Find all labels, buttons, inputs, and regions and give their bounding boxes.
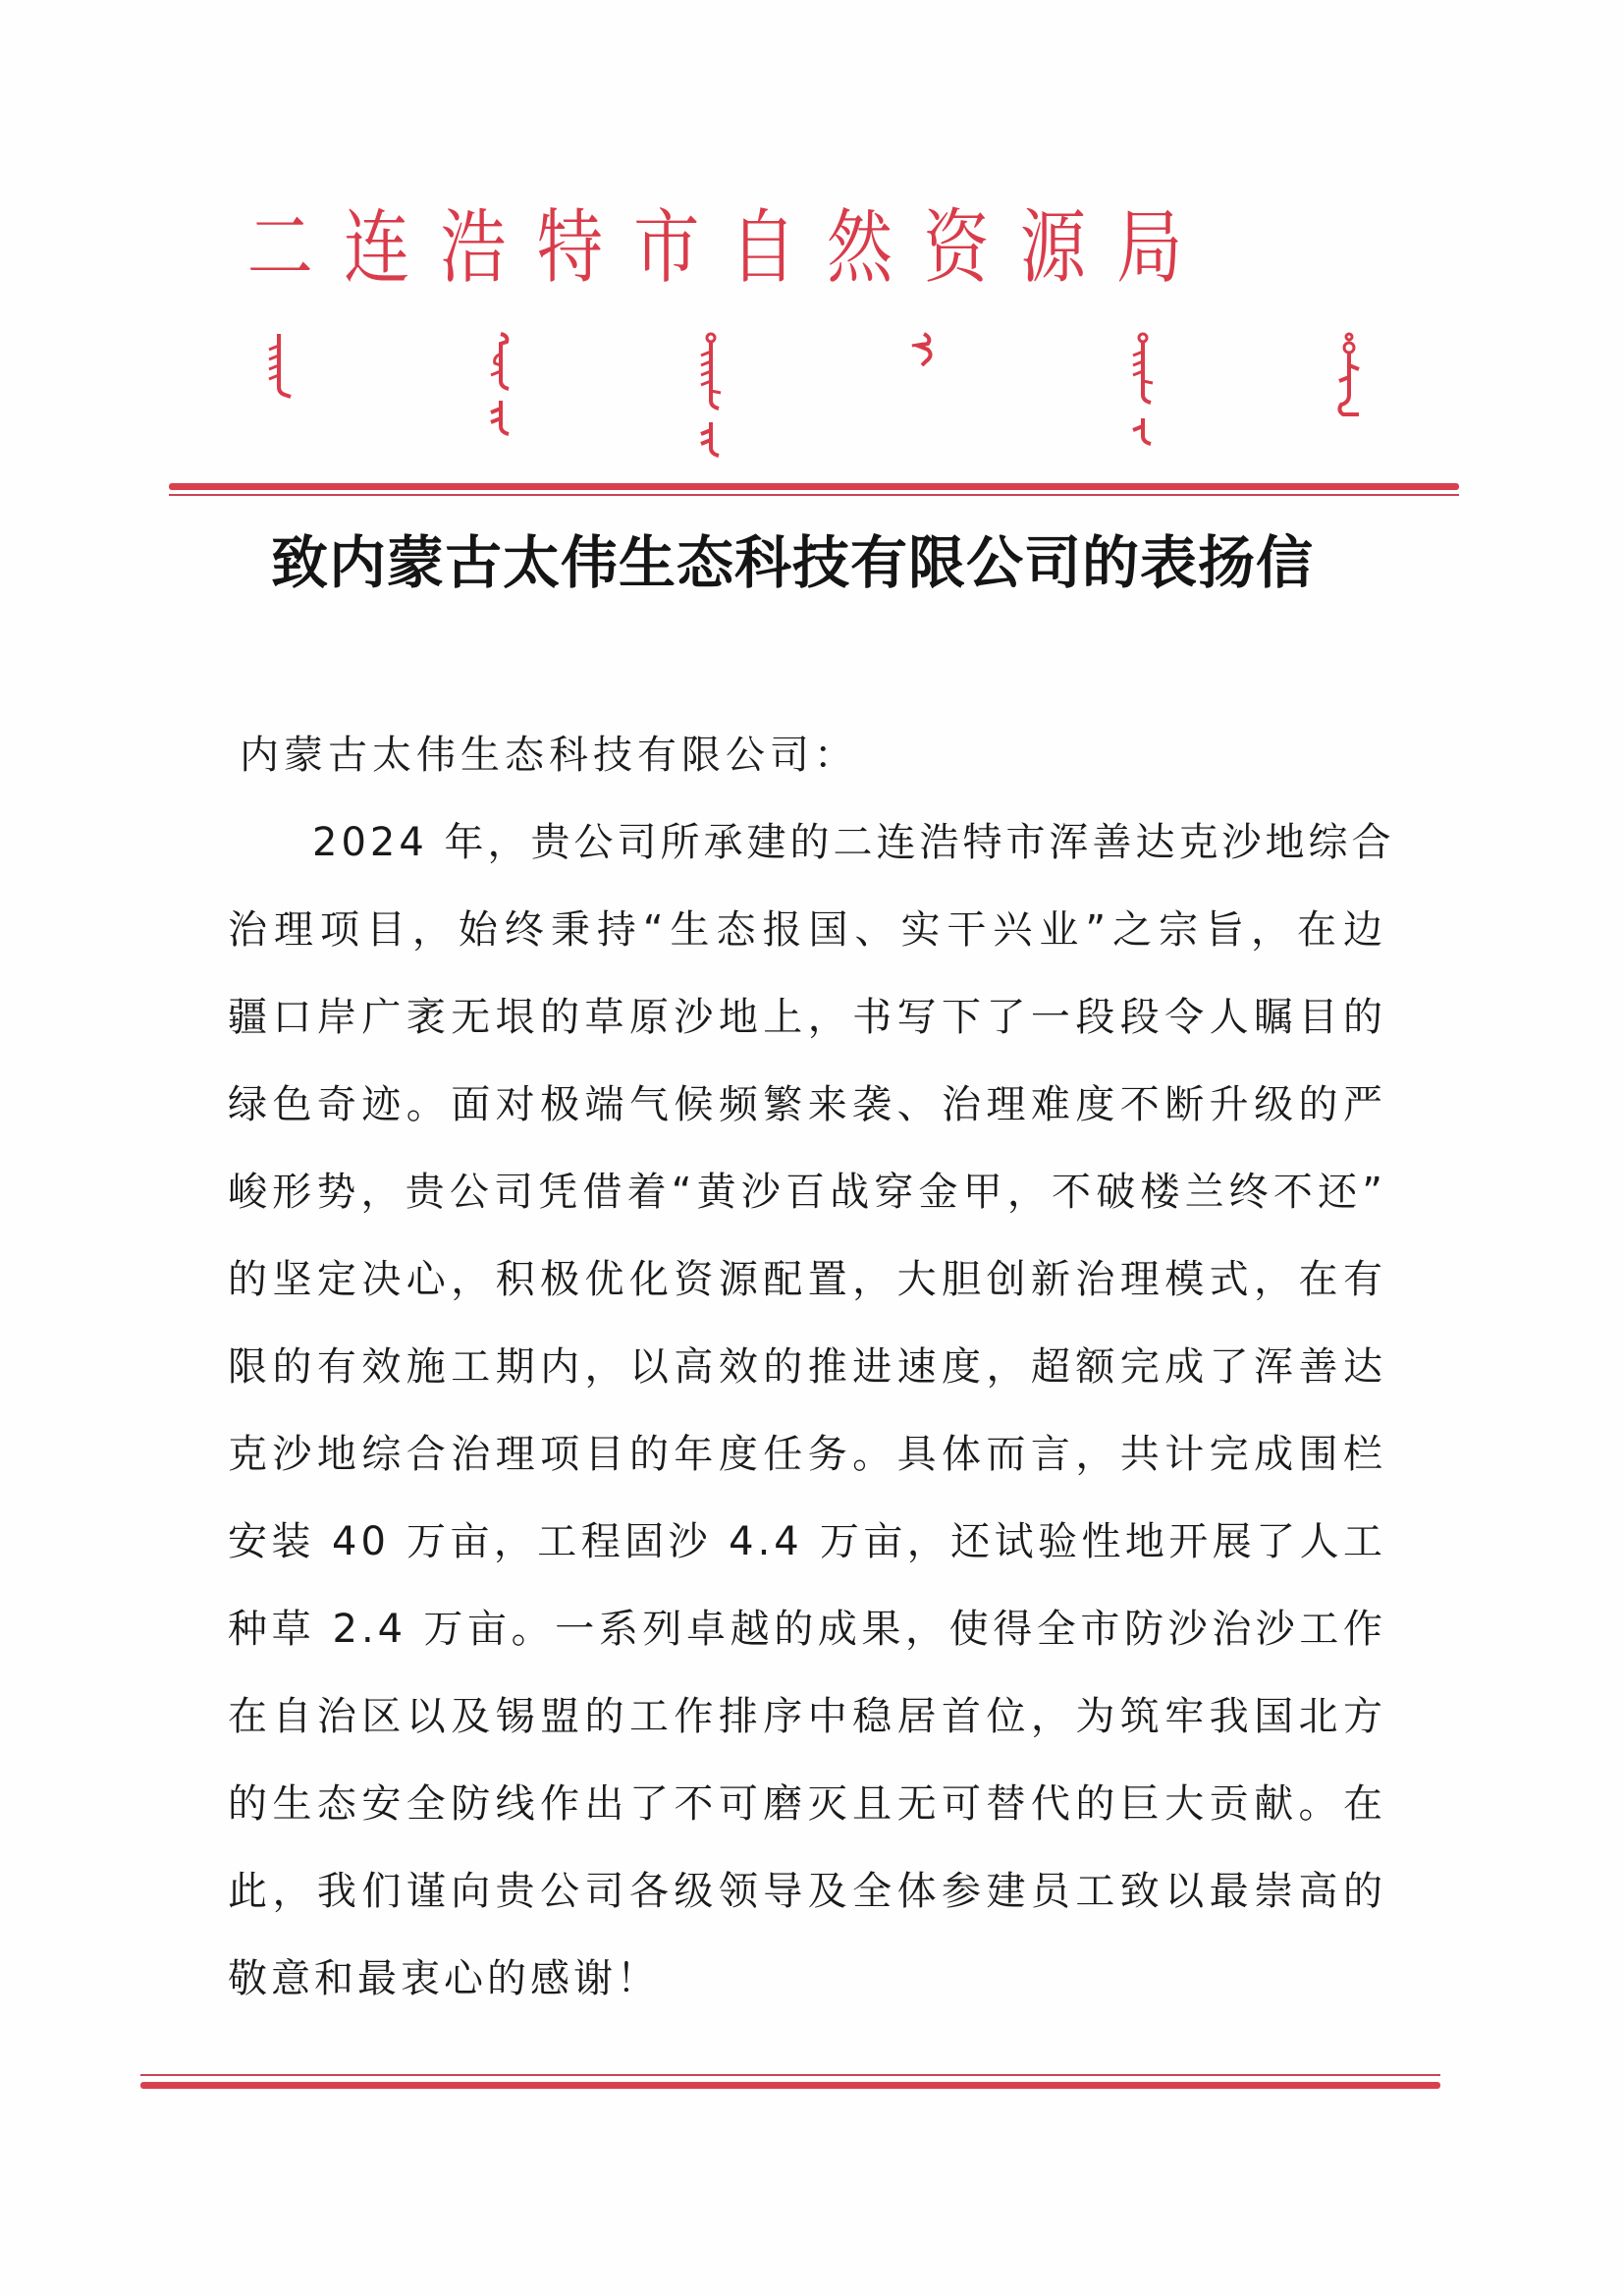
agency-letterhead-title bbox=[232, 201, 1198, 296]
footer-divider-thin bbox=[140, 2074, 1440, 2076]
body-line: 治理项目，始终秉持“生态报国、实干兴业”之宗旨，在边 bbox=[228, 907, 1386, 953]
mongolian-word-icon bbox=[908, 332, 938, 371]
mongolian-word-icon bbox=[695, 332, 727, 460]
body-line: 克沙地综合治理项目的年度任务。具体而言，共计完成围栏 bbox=[228, 1432, 1386, 1477]
letterhead-char: 局 bbox=[1116, 201, 1183, 295]
salutation: 内蒙古太伟生态科技有限公司： bbox=[240, 733, 858, 778]
body-line: 峻形势，贵公司凭借着“黄沙百战穿金甲，不破楼兰终不还” bbox=[228, 1170, 1386, 1215]
body-line: 的生态安全防线作出了不可磨灭且无可替代的巨大贡献。在 bbox=[228, 1781, 1386, 1827]
body-line: 2024 年，贵公司所承建的二连浩特市浑善达克沙地综合 bbox=[312, 820, 1395, 865]
body-line: 绿色奇迹。面对极端气候频繁来袭、治理难度不断升级的严 bbox=[228, 1082, 1386, 1127]
body-line: 此，我们谨向贵公司各级领导及全体参建员工致以最崇高的 bbox=[228, 1869, 1386, 1914]
header-divider-thin bbox=[169, 494, 1459, 496]
mongolian-word-icon bbox=[1127, 332, 1159, 450]
footer-divider-thick bbox=[140, 2082, 1440, 2089]
letterhead-char: 浩 bbox=[440, 201, 507, 295]
body-line: 敬意和最衷心的感谢！ bbox=[228, 1956, 660, 2001]
document-title: 致内蒙古太伟生态科技有限公司的表扬信 bbox=[271, 529, 1315, 596]
letterhead-char: 自 bbox=[730, 201, 796, 295]
mongolian-word-icon bbox=[1333, 332, 1365, 420]
body-line: 种草 2.4 万亩。一系列卓越的成果，使得全市防沙治沙工作 bbox=[228, 1607, 1386, 1652]
letterhead-char: 二 bbox=[246, 201, 313, 295]
letter-body bbox=[228, 712, 1395, 2023]
letterhead-char: 连 bbox=[343, 201, 410, 295]
mongolian-word-icon bbox=[265, 332, 295, 401]
body-line: 在自治区以及锡盟的工作排序中稳居首位，为筑牢我国北方 bbox=[228, 1694, 1386, 1739]
body-line: 的坚定决心，积极优化资源配置，大胆创新治理模式，在有 bbox=[228, 1257, 1386, 1302]
letterhead-char: 源 bbox=[1019, 201, 1087, 295]
letterhead-char: 资 bbox=[923, 201, 990, 295]
body-line: 疆口岸广袤无垠的草原沙地上，书写下了一段段令人瞩目的 bbox=[228, 995, 1386, 1040]
mongolian-word-icon bbox=[485, 332, 516, 440]
letterhead-char: 市 bbox=[633, 201, 700, 295]
letterhead-char: 特 bbox=[536, 201, 604, 295]
body-line: 安装 40 万亩，工程固沙 4.4 万亩，还试验性地开展了人工 bbox=[228, 1519, 1386, 1564]
header-divider-thick bbox=[169, 483, 1459, 490]
body-line: 限的有效施工期内，以高效的推进速度，超额完成了浑善达 bbox=[228, 1344, 1386, 1390]
letterhead-char: 然 bbox=[826, 201, 893, 295]
agency-name-mongolian bbox=[0, 332, 1623, 460]
